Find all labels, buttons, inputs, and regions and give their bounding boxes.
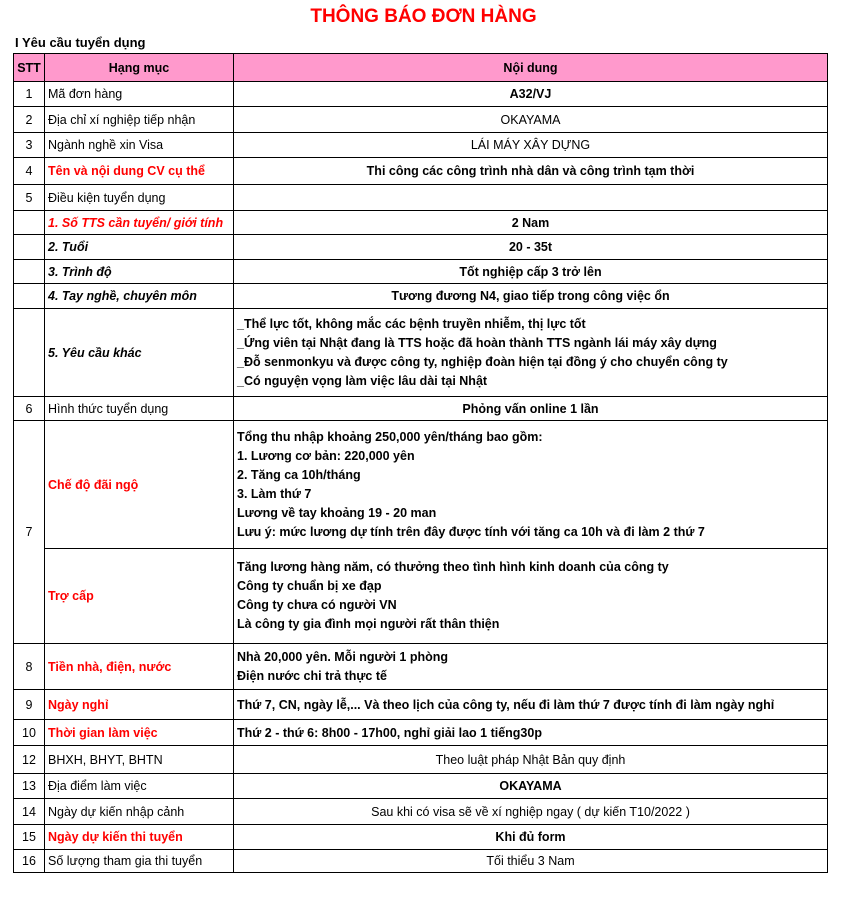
row-label: Hình thức tuyển dụng: [45, 397, 234, 421]
row-value: Tương đương N4, giao tiếp trong công việc ổn: [234, 284, 828, 309]
section-heading: I Yêu cầu tuyển dụng: [15, 35, 146, 50]
row-number: 3: [14, 133, 45, 158]
requirement-line: _Ứng viên tại Nhật đang là TTS hoặc đã hoàn thành TTS ngành lái máy xây dựng: [237, 335, 717, 350]
requirement-line: _Có nguyện vọng làm việc lâu dài tại Nhật: [237, 373, 488, 388]
row-label: Ngày dự kiến nhập cảnh: [45, 799, 234, 825]
table-row: [14, 799, 828, 825]
table-row: [14, 235, 828, 260]
requirement-line: _Thể lực tốt, không mắc các bệnh truyền nhiễm, thị lực tốt: [237, 316, 586, 331]
table-row: [14, 260, 828, 284]
row-value: [234, 421, 828, 549]
table-row: [14, 185, 828, 211]
row-number: [14, 284, 45, 309]
housing-line: Điện nước chi trả thực tế: [237, 668, 387, 683]
row-label: 3. Trình độ: [45, 260, 234, 284]
row-number: [14, 309, 45, 397]
row-label: Tên và nội dung CV cụ thể: [45, 158, 234, 185]
row-label: 1. Số TTS cần tuyển/ giới tính: [45, 211, 234, 235]
row-value: 2 Nam: [234, 211, 828, 235]
table-row: [14, 774, 828, 799]
row-value: Thứ 7, CN, ngày lễ,... Và theo lịch của công ty, nếu đi làm thứ 7 được tính đi làm ngày nghỉ: [234, 690, 828, 720]
row-number: [14, 235, 45, 260]
table-row: [14, 549, 828, 644]
row-value: Khi đủ form: [234, 825, 828, 850]
table-row: [14, 421, 828, 549]
row-number: 4: [14, 158, 45, 185]
row-label: Ngành nghề xin Visa: [45, 133, 234, 158]
row-label: Thời gian làm việc: [45, 720, 234, 746]
row-number: 10: [14, 720, 45, 746]
row-value: Thứ 2 - thứ 6: 8h00 - 17h00, nghỉ giải lao 1 tiếng30p: [234, 720, 828, 746]
table-row: [14, 211, 828, 235]
row-label: Điều kiện tuyển dụng: [45, 185, 234, 211]
table-row: [14, 284, 828, 309]
row-label: 4. Tay nghề, chuyên môn: [45, 284, 234, 309]
row-value: [234, 185, 828, 211]
row-label: 5. Yêu cầu khác: [45, 309, 234, 397]
row-number: 8: [14, 644, 45, 690]
row-label: Địa điểm làm việc: [45, 774, 234, 799]
allowance-line: Công ty chưa có người VN: [237, 598, 397, 612]
row-label: Ngày nghỉ: [45, 690, 234, 720]
row-label: Ngày dự kiến thi tuyển: [45, 825, 234, 850]
benefit-line: 1. Lương cơ bản: 220,000 yên: [237, 448, 415, 463]
row-number: [14, 211, 45, 235]
row-number: 16: [14, 850, 45, 873]
row-value: Tối thiểu 3 Nam: [234, 850, 828, 873]
benefit-line: Lưu ý: mức lương dự tính trên đây được tính với tăng ca 10h và đi làm 2 thứ 7: [237, 524, 705, 539]
row-number: 6: [14, 397, 45, 421]
row-number: 2: [14, 107, 45, 133]
allowance-line: Tăng lương hàng năm, có thưởng theo tình hình kinh doanh của công ty: [237, 560, 669, 574]
table-row: [14, 825, 828, 850]
row-number: 15: [14, 825, 45, 850]
row-value: Phỏng vấn online 1 lần: [234, 397, 828, 421]
row-value: [234, 309, 828, 397]
row-number: 1: [14, 82, 45, 107]
benefit-line: Lương về tay khoảng 19 - 20 man: [237, 505, 437, 520]
row-number: 7: [14, 421, 45, 644]
row-number: 9: [14, 690, 45, 720]
table-row: [14, 133, 828, 158]
table-row: [14, 309, 828, 397]
header-stt: STT: [14, 54, 45, 82]
row-label: 2. Tuổi: [45, 235, 234, 260]
table-row: [14, 158, 828, 185]
row-value: LÁI MÁY XÂY DỰNG: [234, 133, 828, 158]
row-number: [14, 260, 45, 284]
table-row: [14, 82, 828, 107]
table-row: [14, 746, 828, 774]
allowance-line: Công ty chuẩn bị xe đạp: [237, 579, 382, 593]
row-value: [234, 549, 828, 644]
row-value: [234, 644, 828, 690]
row-label: BHXH, BHYT, BHTN: [45, 746, 234, 774]
table-row: [14, 850, 828, 873]
allowance-line: Là công ty gia đình mọi người rất thân thiện: [237, 617, 500, 631]
row-label: Mã đơn hàng: [45, 82, 234, 107]
benefit-line: 2. Tăng ca 10h/tháng: [237, 467, 361, 482]
header-content: Nội dung: [234, 54, 828, 82]
row-value: 20 - 35t: [234, 235, 828, 260]
housing-line: Nhà 20,000 yên. Mỗi người 1 phòng: [237, 649, 449, 664]
table-row: [14, 644, 828, 690]
row-value: OKAYAMA: [234, 774, 828, 799]
row-label: Số lượng tham gia thi tuyển: [45, 850, 234, 873]
row-label: Chế độ đãi ngộ: [45, 421, 234, 549]
row-label: Trợ cấp: [45, 549, 234, 644]
row-number: 5: [14, 185, 45, 211]
benefit-line: 3. Làm thứ 7: [237, 486, 312, 501]
row-label: Địa chỉ xí nghiệp tiếp nhận: [45, 107, 234, 133]
row-number: 14: [14, 799, 45, 825]
row-value: Sau khi có visa sẽ về xí nghiệp ngay ( dự kiến T10/2022 ): [234, 799, 828, 825]
table-row: [14, 690, 828, 720]
table-row: [14, 720, 828, 746]
row-number: 13: [14, 774, 45, 799]
header-category: Hạng mục: [45, 54, 234, 82]
row-value: Tốt nghiệp cấp 3 trở lên: [234, 260, 828, 284]
page-title: THÔNG BÁO ĐƠN HÀNG: [310, 6, 537, 27]
table-row: [14, 397, 828, 421]
row-value: Theo luật pháp Nhật Bản quy định: [234, 746, 828, 774]
row-value: OKAYAMA: [234, 107, 828, 133]
row-number: 12: [14, 746, 45, 774]
requirement-line: _Đỗ senmonkyu và được công ty, nghiệp đoàn hiện tại đồng ý cho chuyển công ty: [237, 354, 728, 369]
table-row: [14, 107, 828, 133]
header-row: [14, 54, 828, 82]
benefit-line: Tổng thu nhập khoảng 250,000 yên/tháng bao gồm:: [237, 429, 543, 444]
order-table: [13, 53, 828, 873]
row-value: A32/VJ: [234, 82, 828, 107]
row-label: Tiền nhà, điện, nước: [45, 644, 234, 690]
row-value: Thi công các công trình nhà dân và công trình tạm thời: [234, 158, 828, 185]
